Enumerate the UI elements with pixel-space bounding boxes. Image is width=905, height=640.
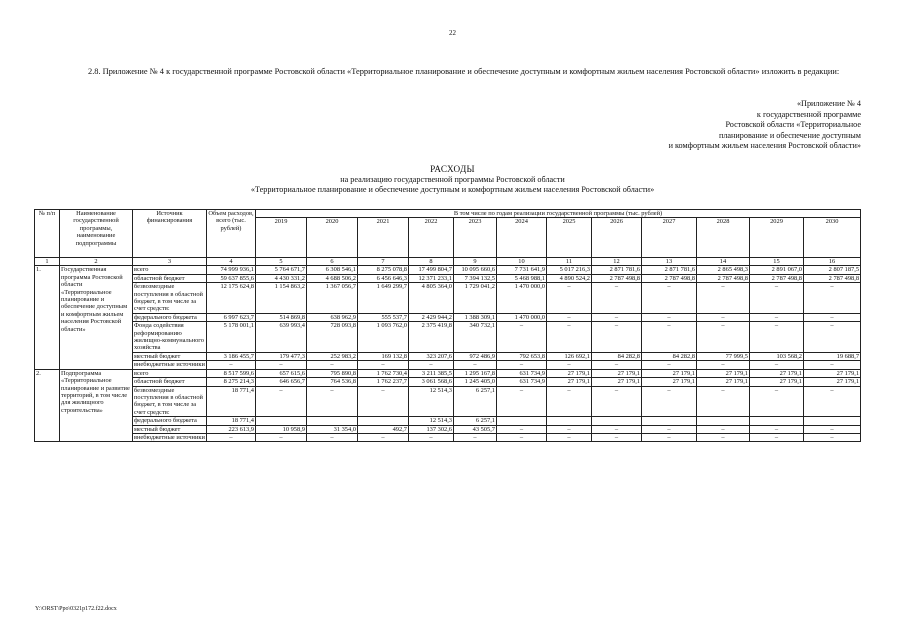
total-value: 8 275 214,3 — [207, 378, 256, 386]
header-year: 2027 — [642, 218, 697, 258]
year-value: 2 375 419,8 — [409, 322, 454, 353]
year-value: 27 179,1 — [547, 369, 592, 377]
year-value: 27 179,1 — [642, 369, 697, 377]
year-value: 657 615,6 — [256, 369, 307, 377]
column-number: 16 — [804, 258, 861, 266]
table-row — [35, 283, 861, 314]
year-value: – — [358, 386, 409, 417]
column-number: 9 — [454, 258, 497, 266]
year-value: 3 211 385,5 — [409, 369, 454, 377]
header-years-group: В том числе по годам реализации государственной программы (тыс. рублей) — [256, 210, 861, 218]
year-value: 103 568,2 — [750, 352, 804, 360]
funding-source: внебюджетные источники — [134, 361, 205, 369]
year-value: – — [592, 361, 642, 369]
year-value — [750, 417, 804, 425]
header-year: 2030 — [804, 218, 861, 258]
header-no: № п/п — [35, 210, 60, 258]
year-value: – — [750, 313, 804, 321]
year-value: – — [409, 361, 454, 369]
header-year: 2023 — [454, 218, 497, 258]
year-value: – — [307, 361, 358, 369]
year-value: – — [697, 313, 750, 321]
total-value: 5 178 001,1 — [207, 322, 256, 353]
year-value: – — [592, 433, 642, 441]
year-value: 1 295 167,8 — [454, 369, 497, 377]
year-value: 8 275 078,8 — [358, 266, 409, 274]
year-value: 6 308 546,1 — [307, 266, 358, 274]
intro-text: 2.8. Приложение № 4 к государственной программе Ростовской области «Территориальное планирование и обеспечение доступным и комфортным жильем населения Ростовской области» изложить в редакции: — [88, 67, 840, 76]
year-value: – — [454, 433, 497, 441]
year-value: 2 807 187,5 — [804, 266, 861, 274]
header-year: 2028 — [697, 218, 750, 258]
year-value: – — [804, 361, 861, 369]
funding-source: Фонда содействия реформированию жилищно-коммунального хозяйства — [133, 322, 207, 353]
expenses-table — [34, 209, 861, 442]
year-value: 27 179,1 — [642, 378, 697, 386]
table-row — [35, 322, 861, 353]
year-value — [307, 417, 358, 425]
year-value: 3 061 568,6 — [409, 378, 454, 386]
year-value: 84 282,8 — [592, 352, 642, 360]
table-row — [35, 386, 861, 417]
column-number: 8 — [409, 258, 454, 266]
year-value: – — [642, 313, 697, 321]
header-year: 2021 — [358, 218, 409, 258]
year-value: 2 787 498,8 — [642, 274, 697, 282]
year-value: – — [804, 433, 861, 441]
year-value: 2 871 781,6 — [642, 266, 697, 274]
year-value: – — [750, 425, 804, 433]
header-year: 2025 — [547, 218, 592, 258]
year-value: 2 787 498,8 — [750, 274, 804, 282]
table-row — [35, 425, 861, 433]
year-value: 27 179,1 — [547, 378, 592, 386]
appendix-line: Ростовской области «Территориальное — [725, 120, 861, 130]
year-value: 126 692,1 — [547, 352, 592, 360]
year-value: – — [547, 283, 592, 314]
year-value: 1 729 041,2 — [454, 283, 497, 314]
column-numbers-row — [35, 258, 861, 266]
year-value: – — [547, 361, 592, 369]
column-number: 14 — [697, 258, 750, 266]
year-value: – — [497, 425, 547, 433]
funding-source: внебюджетные источники — [134, 433, 205, 441]
year-value: 19 688,7 — [804, 352, 861, 360]
year-value: 7 394 132,5 — [454, 274, 497, 282]
table-row — [35, 361, 861, 369]
header-total: Объем расходов, всего (тыс. рублей) — [207, 210, 256, 258]
year-value: – — [642, 433, 697, 441]
year-value: 4 890 524,2 — [547, 274, 592, 282]
appendix-line: и комфортным жильем населения Ростовской области» — [668, 141, 861, 151]
year-value: 2 787 498,8 — [592, 274, 642, 282]
column-number: 2 — [60, 258, 133, 266]
year-value: 2 891 067,0 — [750, 266, 804, 274]
table-row — [35, 313, 861, 321]
year-value: – — [497, 322, 547, 353]
document-title: РАСХОДЫ — [430, 164, 475, 174]
year-value: – — [642, 425, 697, 433]
year-value: 12 514,3 — [409, 386, 454, 417]
year-value: – — [642, 361, 697, 369]
column-number: 10 — [497, 258, 547, 266]
year-value: – — [497, 361, 547, 369]
year-value: 17 499 804,7 — [409, 266, 454, 274]
column-number: 3 — [133, 258, 207, 266]
year-value: 2 787 498,8 — [804, 274, 861, 282]
year-value: 340 732,1 — [454, 322, 497, 353]
year-value: 1 762 730,4 — [358, 369, 409, 377]
funding-source: местный бюджет — [133, 425, 207, 433]
column-number: 6 — [307, 258, 358, 266]
year-value: – — [642, 283, 697, 314]
year-value: – — [697, 425, 750, 433]
footer-file-path: Y:\ORST\Ppo\0321p172.f22.docx — [35, 606, 117, 612]
year-value: – — [256, 433, 307, 441]
total-value: 12 175 624,8 — [207, 283, 256, 314]
column-number: 5 — [256, 258, 307, 266]
year-value: 631 734,9 — [497, 378, 547, 386]
year-value: 728 093,8 — [307, 322, 358, 353]
year-value — [642, 417, 697, 425]
year-value: 4 805 364,0 — [409, 283, 454, 314]
column-number: 1 — [35, 258, 60, 266]
year-value: 2 429 944,2 — [409, 313, 454, 321]
year-value: 27 179,1 — [750, 369, 804, 377]
year-value: – — [358, 433, 409, 441]
year-value: 4 688 506,2 — [307, 274, 358, 282]
year-value: 1 154 863,2 — [256, 283, 307, 314]
year-value: – — [547, 313, 592, 321]
table-row — [35, 352, 861, 360]
year-value: 1 388 309,1 — [454, 313, 497, 321]
year-value: – — [592, 322, 642, 353]
year-value: – — [697, 283, 750, 314]
year-value: 514 869,8 — [256, 313, 307, 321]
appendix-line: планирование и обеспечение доступным — [718, 130, 861, 140]
intro-paragraph — [58, 66, 858, 77]
year-value: 1 245 405,0 — [454, 378, 497, 386]
column-number: 15 — [750, 258, 804, 266]
table-row — [35, 274, 861, 282]
year-value: 137 302,6 — [409, 425, 454, 433]
column-number: 4 — [207, 258, 256, 266]
year-value: 27 179,1 — [804, 378, 861, 386]
year-value: – — [697, 433, 750, 441]
year-value: 27 179,1 — [592, 378, 642, 386]
year-value — [256, 417, 307, 425]
year-value: – — [697, 386, 750, 417]
column-number: 11 — [547, 258, 592, 266]
year-value: – — [256, 361, 307, 369]
table-row — [35, 417, 861, 425]
year-value: 1 470 000,0 — [497, 313, 547, 321]
header-year: 2024 — [497, 218, 547, 258]
year-value: 27 179,1 — [592, 369, 642, 377]
total-value: – — [207, 361, 256, 369]
year-value — [497, 417, 547, 425]
total-value: 223 613,9 — [207, 425, 256, 433]
year-value: 12 371 233,1 — [409, 274, 454, 282]
year-value: – — [592, 313, 642, 321]
funding-source: всего — [133, 369, 207, 377]
header-year: 2026 — [592, 218, 642, 258]
table-row — [35, 433, 861, 441]
total-value: 6 997 623,7 — [207, 313, 256, 321]
year-value: – — [592, 425, 642, 433]
year-value: – — [750, 433, 804, 441]
funding-source: федерального бюджета — [133, 313, 207, 321]
year-value: 77 999,5 — [697, 352, 750, 360]
year-value: – — [750, 386, 804, 417]
appendix-line: «Приложение № 4 — [796, 99, 861, 108]
year-value: 972 486,9 — [454, 352, 497, 360]
year-value: 5 468 988,1 — [497, 274, 547, 282]
year-value: 179 477,3 — [256, 352, 307, 360]
funding-source: безвозмездные поступления в областной бюджет, в том числе за счет средств: — [133, 386, 207, 417]
table-row — [35, 266, 861, 274]
year-value: 7 731 641,9 — [497, 266, 547, 274]
year-value: – — [804, 313, 861, 321]
year-value: – — [307, 386, 358, 417]
document-subtitle: на реализацию государственной программы Ростовской области — [340, 174, 565, 184]
total-value: 18 771,4 — [207, 417, 256, 425]
year-value: 5 764 671,7 — [256, 266, 307, 274]
table-row — [35, 378, 861, 386]
year-value: – — [642, 386, 697, 417]
total-value: 74 999 936,1 — [207, 266, 256, 274]
year-value: – — [750, 361, 804, 369]
year-value: 43 505,7 — [454, 425, 497, 433]
year-value: 1 649 299,7 — [358, 283, 409, 314]
header-year: 2020 — [307, 218, 358, 258]
year-value: – — [409, 433, 454, 441]
table-row — [35, 369, 861, 377]
header-year: 2029 — [750, 218, 804, 258]
year-value: – — [547, 322, 592, 353]
year-value: 6 257,1 — [454, 386, 497, 417]
header-year: 2022 — [409, 218, 454, 258]
year-value: 1 093 762,0 — [358, 322, 409, 353]
column-number: 7 — [358, 258, 409, 266]
document-subtitle: «Территориальное планирование и обеспечение доступным и комфортным жильем населения Ростовской области» — [250, 185, 655, 194]
year-value: 492,7 — [358, 425, 409, 433]
year-value: 169 132,8 — [358, 352, 409, 360]
year-value: – — [547, 433, 592, 441]
year-value: – — [454, 361, 497, 369]
total-value: 8 517 599,6 — [207, 369, 256, 377]
year-value: – — [697, 361, 750, 369]
year-value — [547, 417, 592, 425]
year-value: 6 456 646,3 — [358, 274, 409, 282]
year-value: – — [256, 386, 307, 417]
header-year: 2019 — [256, 218, 307, 258]
section-name: Подпрограмма «Территориальное планирование и развитие территорий, в том числе для жилищного строительства» — [60, 369, 133, 442]
year-value: – — [750, 283, 804, 314]
section-number: 1. — [35, 266, 60, 369]
year-value: – — [592, 283, 642, 314]
year-value: – — [750, 322, 804, 353]
year-value: 555 537,7 — [358, 313, 409, 321]
year-value: – — [497, 433, 547, 441]
year-value — [804, 417, 861, 425]
total-value: 59 637 855,6 — [207, 274, 256, 282]
year-value: 2 787 498,8 — [697, 274, 750, 282]
year-value: 764 536,8 — [307, 378, 358, 386]
document-title-block — [0, 164, 905, 196]
year-value: 1 367 056,7 — [307, 283, 358, 314]
year-value: – — [547, 386, 592, 417]
year-value: 646 656,7 — [256, 378, 307, 386]
header-source: Источник финансирования — [133, 210, 207, 258]
year-value: – — [804, 283, 861, 314]
year-value: – — [497, 386, 547, 417]
year-value: 252 983,2 — [307, 352, 358, 360]
year-value: – — [804, 386, 861, 417]
year-value: 631 734,9 — [497, 369, 547, 377]
year-value: 323 207,6 — [409, 352, 454, 360]
year-value: – — [804, 322, 861, 353]
year-value — [358, 417, 409, 425]
year-value: 6 257,1 — [454, 417, 497, 425]
appendix-line: к государственной программе — [756, 109, 861, 119]
year-value: 792 653,8 — [497, 352, 547, 360]
year-value: – — [547, 425, 592, 433]
year-value: 1 762 237,7 — [358, 378, 409, 386]
total-value: – — [207, 433, 256, 441]
column-number: 12 — [592, 258, 642, 266]
page-number: 22 — [449, 29, 456, 37]
year-value: – — [592, 386, 642, 417]
year-value: 10 095 660,6 — [454, 266, 497, 274]
funding-source: безвозмездные поступления в областной бюджет, в том числе за счет средств: — [133, 283, 207, 314]
column-number: 13 — [642, 258, 697, 266]
year-value: 4 430 331,2 — [256, 274, 307, 282]
total-value: 3 186 455,7 — [207, 352, 256, 360]
year-value: 1 470 000,0 — [497, 283, 547, 314]
year-value: 10 958,9 — [256, 425, 307, 433]
year-value: 27 179,1 — [697, 369, 750, 377]
year-value: – — [307, 433, 358, 441]
year-value: – — [697, 322, 750, 353]
year-value: – — [358, 361, 409, 369]
total-value: 18 771,4 — [207, 386, 256, 417]
year-value: 31 354,0 — [307, 425, 358, 433]
year-value: 84 282,8 — [642, 352, 697, 360]
year-value: 27 179,1 — [750, 378, 804, 386]
header-name: Наименование государственной программы, наименование подпрограммы — [60, 210, 133, 258]
funding-source: областной бюджет — [133, 378, 207, 386]
year-value: 27 179,1 — [804, 369, 861, 377]
year-value — [592, 417, 642, 425]
year-value: 795 890,8 — [307, 369, 358, 377]
year-value: 27 179,1 — [697, 378, 750, 386]
funding-source: федерального бюджета — [133, 417, 207, 425]
funding-source: областной бюджет — [133, 274, 207, 282]
section-number: 2. — [35, 369, 60, 442]
year-value: 5 017 216,3 — [547, 266, 592, 274]
year-value: 2 865 498,3 — [697, 266, 750, 274]
section-name: Государственная программа Ростовской области «Территориальное планирование и обеспечение доступным и комфортным жильем населения Ростовской области» — [60, 266, 133, 369]
year-value: 639 993,4 — [256, 322, 307, 353]
year-value: 2 871 781,6 — [592, 266, 642, 274]
year-value: 12 514,3 — [409, 417, 454, 425]
funding-source: местный бюджет — [133, 352, 207, 360]
funding-source: всего — [133, 266, 207, 274]
appendix-header — [601, 99, 861, 152]
year-value: 638 962,9 — [307, 313, 358, 321]
year-value: – — [642, 322, 697, 353]
year-value — [697, 417, 750, 425]
year-value: – — [804, 425, 861, 433]
